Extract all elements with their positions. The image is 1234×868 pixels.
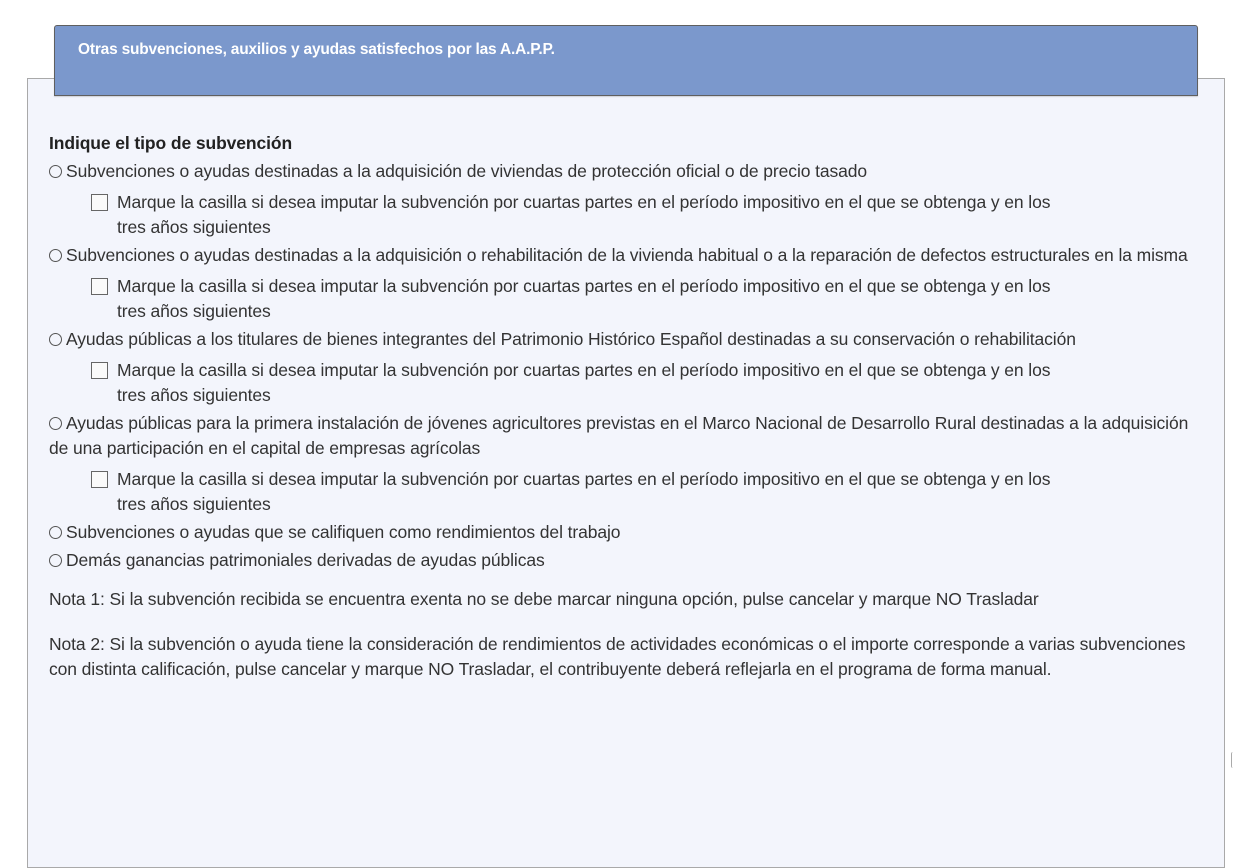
radio-label: Subvenciones o ayudas que se califiquen como rendimientos del trabajo — [66, 522, 621, 542]
checkbox-label: Marque la casilla si desea imputar la subvención por cuartas partes en el período impositivo en el que se obtenga y en los tres años siguientes — [117, 276, 1051, 321]
checkbox[interactable] — [91, 471, 108, 488]
panel-title: Otras subvenciones, auxilios y ayudas satisfechos por las A.A.P.P. — [78, 41, 555, 58]
radio-option-patrimonio-historico[interactable] — [49, 327, 1199, 352]
radio-button[interactable] — [49, 526, 62, 539]
form-content — [49, 131, 1199, 682]
checkbox[interactable] — [91, 278, 108, 295]
radio-button[interactable] — [49, 249, 62, 262]
radio-label: Demás ganancias patrimoniales derivadas de ayudas públicas — [66, 550, 545, 570]
checkbox-option-patrimonio-cuartas[interactable] — [91, 358, 1077, 408]
radio-option-vpo[interactable] — [49, 159, 1199, 184]
section-heading: Indique el tipo de subvención — [49, 133, 293, 153]
checkbox-option-vpo-cuartas[interactable] — [91, 190, 1077, 240]
checkbox-label: Marque la casilla si desea imputar la subvención por cuartas partes en el período impositivo en el que se obtenga y en los tres años siguientes — [117, 360, 1051, 405]
radio-button[interactable] — [49, 333, 62, 346]
checkbox[interactable] — [91, 362, 108, 379]
checkbox-label: Marque la casilla si desea imputar la subvención por cuartas partes en el período impositivo en el que se obtenga y en los tres años siguientes — [117, 192, 1051, 237]
radio-label: Ayudas públicas para la primera instalación de jóvenes agricultores previstas en el Marco Nacional de Desarrollo Rural destinadas a la adquisición de una participación en el capital de empresas agrícolas — [49, 413, 1189, 458]
checkbox[interactable] — [91, 194, 108, 211]
radio-button[interactable] — [49, 165, 62, 178]
radio-label: Subvenciones o ayudas destinadas a la adquisición o rehabilitación de la vivienda habitual o a la reparación de defectos estructurales en la misma — [66, 245, 1188, 265]
radio-option-jovenes-agricultores[interactable] — [49, 411, 1199, 461]
radio-option-vivienda-habitual[interactable] — [49, 243, 1199, 268]
radio-button[interactable] — [49, 554, 62, 567]
radio-button[interactable] — [49, 417, 62, 430]
radio-label: Ayudas públicas a los titulares de bienes integrantes del Patrimonio Histórico Español destinadas a su conservación o rehabilitación — [66, 329, 1076, 349]
radio-option-ganancias-patrimoniales[interactable] — [49, 548, 1199, 573]
radio-option-rendimientos-trabajo[interactable] — [49, 520, 1199, 545]
panel-header — [54, 25, 1198, 96]
checkbox-label: Marque la casilla si desea imputar la subvención por cuartas partes en el período impositivo en el que se obtenga y en los tres años siguientes — [117, 469, 1051, 514]
checkbox-option-agricultores-cuartas[interactable] — [91, 467, 1077, 517]
note-1: Nota 1: Si la subvención recibida se encuentra exenta no se debe marcar ninguna opción, pulse cancelar y marque NO Trasladar — [49, 589, 1039, 609]
note-2: Nota 2: Si la subvención o ayuda tiene la consideración de rendimientos de actividades económicas o el importe corresponde a varias subvenciones con distinta calificación, pulse cancelar y marque NO Trasladar, el contribuyente deberá reflejarla en el programa de forma manual. — [49, 634, 1186, 679]
radio-label: Subvenciones o ayudas destinadas a la adquisición de viviendas de protección oficial o de precio tasado — [66, 161, 868, 181]
checkbox-option-vivienda-cuartas[interactable] — [91, 274, 1077, 324]
